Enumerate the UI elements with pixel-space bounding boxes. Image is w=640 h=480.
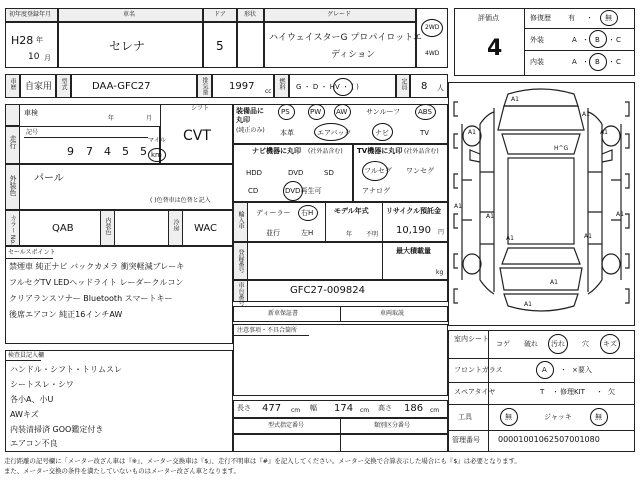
interior-color-label-cell xyxy=(100,210,115,246)
warranty-new-car: 新車保証書 xyxy=(268,310,299,317)
max-load-unit: kg xyxy=(436,269,444,276)
exterior-opt-dot2: ・ xyxy=(608,36,615,44)
sales-points-title: セールスポイント xyxy=(8,249,56,256)
door-count: 5 xyxy=(216,39,224,53)
chassis-label: 車台番号 xyxy=(237,282,244,306)
damage-mark-1: A1 xyxy=(511,96,519,103)
model-label: 型式 xyxy=(60,78,67,90)
model-label-cell xyxy=(56,74,71,98)
drive-2wd: 2WD xyxy=(425,24,440,31)
fuel-selected-circle xyxy=(333,78,353,96)
jack-value: 無 xyxy=(595,413,602,421)
seat-opt-burn: コゲ xyxy=(496,340,510,348)
body-shape-label: 形状 xyxy=(244,11,257,18)
nav-sd: SD xyxy=(324,169,334,177)
recycle-value: 10,190 xyxy=(396,225,431,236)
reg-no-label: 登録番号 xyxy=(237,249,244,273)
condition-rule-2 xyxy=(448,382,635,383)
length-label: 長さ xyxy=(237,404,251,412)
inspector-line-1: ハンドル・シフト・トリムスレ xyxy=(10,365,122,374)
tv-title: TV機器に丸印 xyxy=(357,147,403,155)
type-approval-label: 型式指定番号 xyxy=(268,422,305,429)
drive-cell xyxy=(416,8,448,68)
sales-point-2: フルセグTV LEDヘッドライト レーダークルコン xyxy=(9,278,184,287)
usage-label: 車歴 xyxy=(9,78,16,90)
car-name-label-cell xyxy=(58,8,203,22)
repair-opt-yes: 有 xyxy=(568,14,575,22)
first-reg-value-cell xyxy=(5,22,58,68)
color-code-label: カラー No. xyxy=(9,215,16,245)
score-row-rule-2 xyxy=(524,50,635,51)
inspection-label: 車検 xyxy=(24,109,38,117)
interior-opt-a: A xyxy=(572,58,577,66)
chassis-value: GFC27-009824 xyxy=(290,285,365,296)
chassis-label-cell xyxy=(233,280,248,306)
nav-dvd: DVD xyxy=(288,169,304,177)
damage-mark-9: A1 xyxy=(506,235,514,242)
disp-unit: cc xyxy=(265,88,272,95)
notes-title-rule xyxy=(233,335,309,336)
model-value: DAA-GFC27 xyxy=(92,81,151,92)
exterior-opt-c: C xyxy=(616,36,621,44)
damage-mark-5: H^G xyxy=(554,145,569,152)
exterior-color-label: 外装色 xyxy=(9,175,17,196)
damage-mark-8: A1 xyxy=(616,211,624,218)
fuel-label: 燃料 xyxy=(278,78,285,90)
color-code-label-cell xyxy=(5,210,20,246)
exterior-color-value: パール xyxy=(34,173,64,184)
model-year-label: モデル年式 xyxy=(334,207,369,215)
sales-point-3: クリアランスソナー Bluetooth スマートキー xyxy=(9,294,173,303)
tools-value: 無 xyxy=(505,413,512,421)
body-shape-cell xyxy=(237,22,264,68)
spare-tire-opt-dot1: ・ xyxy=(552,388,559,396)
windshield-label: フロントガラス xyxy=(454,366,503,374)
damage-mark-6: A1 xyxy=(454,203,462,210)
inspector-line-6: エアコン不良 xyxy=(10,439,58,448)
color-code-value: QAB xyxy=(52,223,74,234)
interior-opt-b: B xyxy=(595,58,600,66)
class-label: 類別区分番号 xyxy=(374,422,411,429)
interior-opt-dot2: ・ xyxy=(608,58,615,66)
recycle-label: リサイクル預託金 xyxy=(386,207,442,215)
first-reg-label-cell xyxy=(5,8,58,22)
spare-tire-label: スペアタイヤ xyxy=(454,388,496,396)
max-load-label: 最大積載量 xyxy=(396,247,431,255)
grade-line1: ハイウェイスターG プロパイロットエ xyxy=(269,33,422,43)
car-name-cell xyxy=(58,22,203,68)
capacity-label-cell xyxy=(396,74,410,98)
mileage-digit-3: 4 xyxy=(104,145,111,158)
windshield-opt-replace: ×要入 xyxy=(572,366,592,374)
interior-opt-dot1: ・ xyxy=(582,58,589,66)
interior-score-label: 内装 xyxy=(530,58,544,66)
drive-4wd: 4WD xyxy=(425,50,440,57)
tv-title-note: (社外品含む) xyxy=(404,148,439,155)
shift-label: シフト xyxy=(191,105,210,112)
damage-mark-12: A1 xyxy=(524,301,532,308)
condition-rule-3 xyxy=(448,404,635,405)
fuel-label-cell xyxy=(274,74,289,98)
inspection-label-cell xyxy=(5,104,20,126)
cold-label: 冷房 xyxy=(172,219,179,231)
shift-value: CVT xyxy=(183,128,211,144)
rating-label: 評価点 xyxy=(478,14,499,22)
car-name-label: 車名 xyxy=(123,11,136,18)
score-divider xyxy=(524,8,525,76)
spare-tire-opt-dot2: ・ xyxy=(596,388,603,396)
capacity-value: 8 xyxy=(421,81,428,92)
nav-cd: CD xyxy=(248,187,259,195)
reg-no-label-cell xyxy=(233,242,248,280)
score-row-rule-1 xyxy=(524,28,635,29)
mileage-unit-label: マイル xyxy=(148,137,166,144)
damage-mark-11: A1 xyxy=(550,279,558,286)
management-label: 管理番号 xyxy=(452,436,480,444)
inspector-line-2: シートスレ・シワ xyxy=(10,380,74,389)
shift-cell xyxy=(160,104,233,164)
model-cell xyxy=(71,74,197,98)
inspector-line-4: AWキズ xyxy=(10,410,39,419)
width-unit: cm xyxy=(360,407,370,414)
damage-mark-3: A1 xyxy=(468,129,476,136)
mileage-digit-4: 5 xyxy=(122,145,129,158)
equipment-label-2: 丸印 xyxy=(236,116,250,124)
damage-mark-7: A1 xyxy=(486,213,494,220)
seat-opt-scratch: キズ xyxy=(603,340,617,348)
rating-value: 4 xyxy=(487,36,503,61)
footer-line-2: また、メーター交換の条件を満たしていないものはメーター改ざん車となります。 xyxy=(4,467,240,475)
model-year-mark: 年 xyxy=(346,231,353,238)
width-label: 幅 xyxy=(310,404,317,412)
recycle-divider xyxy=(382,202,383,242)
warranty-divider xyxy=(340,306,341,322)
equip-navi: ナビ xyxy=(375,129,389,137)
mileage-sub-label: 記号 xyxy=(26,129,39,136)
management-value: 00001001062507001080 xyxy=(498,435,600,444)
windshield-opt-a: A xyxy=(542,366,547,374)
condition-rule-1 xyxy=(448,358,635,359)
tools-label: 工具 xyxy=(458,413,472,421)
equip-sunroof: サンルーフ xyxy=(366,108,401,116)
height-value: 186 xyxy=(404,403,424,414)
repair-opt-dot: ・ xyxy=(586,14,593,22)
exterior-opt-a: A xyxy=(572,36,577,44)
door-label: ドア xyxy=(214,11,226,18)
fuel-cell xyxy=(289,74,396,98)
import-label-cell xyxy=(233,202,248,242)
spare-tire-opt-none: 欠 xyxy=(608,388,615,396)
length-value: 477 xyxy=(262,403,282,414)
first-reg-era: H28 xyxy=(11,34,34,47)
disp-value: 1997 xyxy=(229,81,255,92)
seat-opt-dirt: 汚れ xyxy=(551,340,565,348)
inspector-title: 検査員記入欄 xyxy=(8,352,45,359)
model-year-divider xyxy=(325,202,326,242)
inspector-title-rule xyxy=(5,360,41,361)
cold-value: WAC xyxy=(194,223,217,234)
type-approval-value-row xyxy=(233,434,448,452)
exterior-color-note: ( )色替車は色替と記入 xyxy=(150,197,211,204)
nav-title: ナビ機器に丸印 xyxy=(252,147,301,155)
tv-analog: アナログ xyxy=(362,187,390,195)
grade-cell xyxy=(264,22,422,68)
first-reg-label: 初年度登録年月 xyxy=(9,11,52,18)
repair-label: 修復歴 xyxy=(530,14,551,22)
sales-point-4: 後席エアコン 純正16インチAW xyxy=(9,310,123,319)
body-shape-label-cell xyxy=(237,8,264,22)
interior-opt-c: C xyxy=(616,58,621,66)
exterior-score-label: 外装 xyxy=(530,36,544,44)
mileage-digit-5: 5 xyxy=(140,145,147,158)
length-unit: cm xyxy=(291,407,301,414)
equip-ps: PS xyxy=(281,108,290,116)
first-reg-year-mark: 年 xyxy=(36,36,43,44)
interior-color-label: 内装色 xyxy=(104,217,111,235)
condition-rule-4 xyxy=(448,430,635,431)
exterior-opt-b: B xyxy=(595,36,600,44)
equip-pw: PW xyxy=(310,108,322,116)
windshield-opt-dot: ・ xyxy=(560,366,567,374)
car-name: セレナ xyxy=(109,39,146,53)
repair-opt-no: 無 xyxy=(605,14,612,22)
height-unit: cm xyxy=(430,407,440,414)
mileage-label-cell xyxy=(5,126,20,164)
inspector-line-5: 内装清掃済 GOO鑑定付き xyxy=(10,425,104,434)
inspection-month-mark: 月 xyxy=(146,115,153,122)
notes-title: 注意事項・不具合箇所 xyxy=(237,327,298,334)
import-left-h: 左H xyxy=(301,229,314,237)
first-reg-month: 10 xyxy=(28,52,40,62)
fuel-options: G ・ D ・ HV ・ ( ) xyxy=(296,83,359,91)
door-label-cell xyxy=(203,8,237,22)
mileage-label: 走行 xyxy=(9,135,17,149)
seat-opt-hole: 穴 xyxy=(582,340,589,348)
equip-leather: 本革 xyxy=(280,129,294,137)
damage-mark-4: A1 xyxy=(600,129,608,136)
import-parallel: 並行 xyxy=(266,229,280,237)
door-cell xyxy=(203,22,237,68)
mileage-digit-1: 9 xyxy=(67,145,74,158)
usage-cell xyxy=(20,74,56,98)
equip-aw: AW xyxy=(336,108,348,116)
sales-points-title-rule xyxy=(5,258,53,259)
capacity-cell xyxy=(410,74,448,98)
max-load-divider xyxy=(382,242,383,280)
usage-value: 自家用 xyxy=(25,82,53,92)
nav-hdd: HDD xyxy=(246,169,263,177)
seat-opt-tear: 破れ xyxy=(524,340,538,348)
inspection-year-mark: 年 xyxy=(108,115,115,122)
cold-label-cell xyxy=(168,210,183,246)
grade-label: グレード xyxy=(327,11,352,18)
import-dealer: ディーラー xyxy=(256,209,291,217)
spare-tire-opt-kit: 修理KIT xyxy=(560,388,585,396)
mileage-digit-2: 7 xyxy=(86,145,93,158)
equip-airbag: エアバック xyxy=(317,129,352,137)
jack-label: ジャッキ xyxy=(544,413,572,421)
damage-mark-2: A1 xyxy=(582,111,590,118)
usage-label-cell xyxy=(5,74,20,98)
import-label: 輸入車 xyxy=(237,211,244,229)
damage-mark-10: A1 xyxy=(584,233,592,240)
disp-label-cell xyxy=(197,74,212,98)
tv-fullseg: フルセグ xyxy=(364,167,392,175)
exterior-color-label-cell xyxy=(5,164,20,210)
sales-point-1: 禁煙車 純正ナビ バックカメラ 衝突軽減ブレーキ xyxy=(9,262,185,271)
first-reg-month-mark: 月 xyxy=(44,54,51,62)
spare-tire-opt-t: T xyxy=(540,388,545,396)
inspector-line-3: 各小A、小U xyxy=(10,395,54,404)
grade-label-cell xyxy=(264,8,416,22)
model-year-unknown: 不明 xyxy=(366,231,379,238)
import-right-h: 右H xyxy=(301,209,314,217)
nav-dvdplay: DVD再生可 xyxy=(285,187,322,195)
height-label: 高さ xyxy=(378,404,392,412)
nav-title-note: (社外品含む) xyxy=(308,148,343,155)
capacity-unit: 人 xyxy=(437,84,444,92)
capacity-label: 定員 xyxy=(400,78,407,90)
seat-label: 室内シート xyxy=(454,335,489,343)
width-value: 174 xyxy=(334,403,354,414)
equipment-label-1: 装備品に xyxy=(236,107,264,115)
grade-line2: ディション xyxy=(331,50,376,60)
equip-abs: ABS xyxy=(418,108,432,116)
disp-label: 排気量 xyxy=(201,77,208,95)
tv-oneseg: ワンセグ xyxy=(406,167,434,175)
recycle-unit: 円 xyxy=(438,229,445,236)
car-diagram xyxy=(450,84,633,324)
equip-tv: TV xyxy=(420,129,430,137)
equipment-label-3: (純正のみ) xyxy=(236,127,265,134)
mileage-unit-km: km xyxy=(151,151,162,159)
warranty-manual: 車両取説 xyxy=(380,310,405,317)
exterior-opt-dot1: ・ xyxy=(582,36,589,44)
disp-cell xyxy=(212,74,274,98)
footer-line-1: 走行距離の記号欄に「メーター改ざん車は『※』、メーター交換車は『$』、走行不明車は『#』を記入してください。メーター交換で合算表示した場合にも『$』は必要となります。 xyxy=(4,457,521,465)
